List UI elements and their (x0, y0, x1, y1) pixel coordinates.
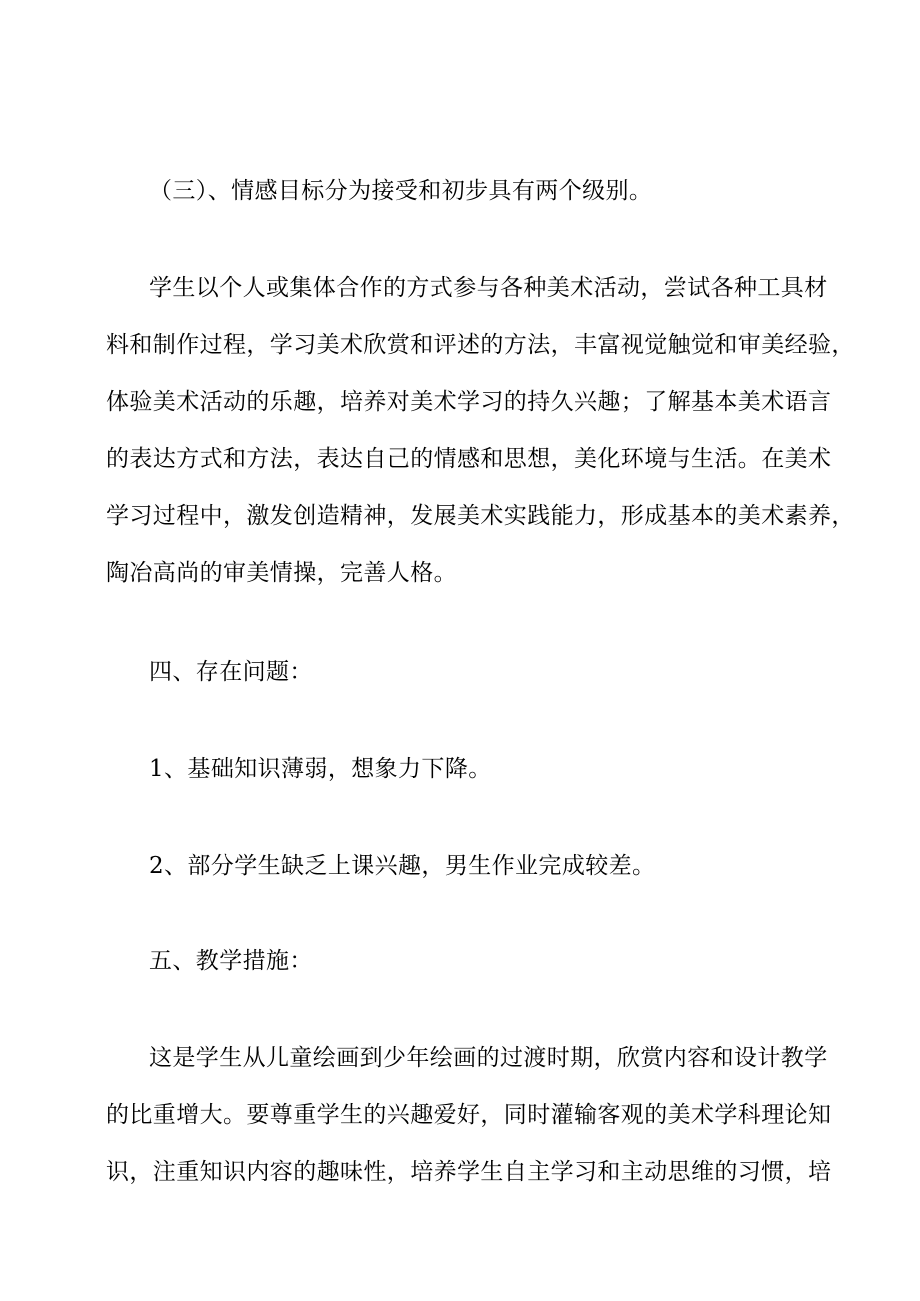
paragraph-line: 学习过程中，激发创造精神，发展美术实践能力，形成基本的美术素养， (106, 503, 855, 529)
paragraph-line: 识，注重知识内容的趣味性，培养学生自主学习和主动思维的习惯，培 (106, 1159, 832, 1185)
problem-item-1: 1、基础知识薄弱，想象力下降。 (149, 756, 492, 782)
paragraph-line: 学生以个人或集体合作的方式参与各种美术活动，尝试各种工具材 (149, 275, 828, 301)
section-title-problems: 四、存在问题： (149, 659, 313, 685)
paragraph-line: 料和制作过程，学习美术欣赏和评述的方法，丰富视觉触觉和审美经验， (106, 332, 855, 358)
section-title-measures: 五、教学措施： (149, 948, 313, 974)
paragraph-line: 体验美术活动的乐趣，培养对美术学习的持久兴趣；了解基本美术语言 (106, 389, 832, 415)
paragraph-line: 这是学生从儿童绘画到少年绘画的过渡时期，欣赏内容和设计教学 (149, 1045, 828, 1071)
problem-item-2: 2、部分学生缺乏上课兴趣，男生作业完成较差。 (149, 853, 656, 879)
paragraph-line: 陶冶高尚的审美情操，完善人格。 (106, 560, 457, 586)
heading-emotional-goals: （三）、情感目标分为接受和初步具有两个级别。 (149, 178, 653, 204)
paragraph-line: 的比重增大。要尊重学生的兴趣爱好，同时灌输客观的美术学科理论知 (106, 1102, 832, 1128)
paragraph-line: 的表达方式和方法，表达自己的情感和思想，美化环境与生活。在美术 (106, 446, 832, 472)
